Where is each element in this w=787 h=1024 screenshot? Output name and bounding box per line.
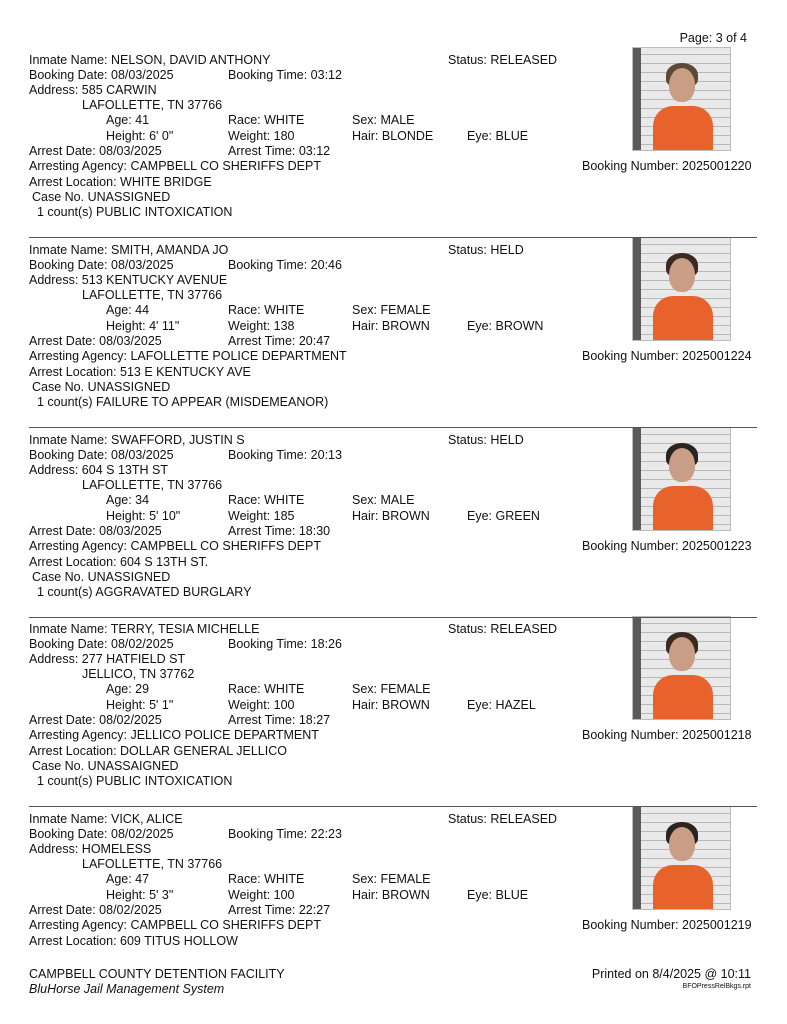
page-number: Page: 3 of 4 <box>679 31 747 45</box>
arresting-agency: Arresting Agency: CAMPBELL CO SHERIFFS DEPT <box>29 918 321 932</box>
arrest-time: Arrest Time: 18:27 <box>228 713 331 727</box>
inmate-name: Inmate Name: SWAFFORD, JUSTIN S <box>29 433 245 447</box>
facility-name: CAMPBELL COUNTY DETENTION FACILITY <box>29 967 285 981</box>
arrest-time: Arrest Time: 18:30 <box>228 524 331 538</box>
sex: Sex: FEMALE <box>352 303 431 317</box>
race: Race: WHITE <box>228 303 305 317</box>
height: Height: 5' 3" <box>106 888 174 902</box>
booking-record <box>29 622 757 807</box>
age: Age: 41 <box>106 113 150 127</box>
case-number: Case No. UNASSAIGNED <box>32 759 179 773</box>
city-state-zip: LAFOLLETTE, TN 37766 <box>82 288 223 302</box>
booking-number: Booking Number: 2025001218 <box>582 728 752 742</box>
arresting-agency: Arresting Agency: CAMPBELL CO SHERIFFS DEPT <box>29 539 321 553</box>
printed-timestamp: Printed on 8/4/2025 @ 10:11 <box>591 967 751 981</box>
inmate-name: Inmate Name: TERRY, TESIA MICHELLE <box>29 622 260 636</box>
race: Race: WHITE <box>228 872 305 886</box>
mugshot-photo <box>632 806 731 910</box>
inmate-name: Inmate Name: VICK, ALICE <box>29 812 183 826</box>
mugshot-photo <box>632 47 731 151</box>
record-separator <box>29 617 757 618</box>
city-state-zip: JELLICO, TN 37762 <box>82 667 195 681</box>
sex: Sex: FEMALE <box>352 872 431 886</box>
booking-time: Booking Time: 18:26 <box>228 637 342 651</box>
weight: Weight: 185 <box>228 509 295 523</box>
hair: Hair: BROWN <box>352 509 430 523</box>
arrest-date: Arrest Date: 08/02/2025 <box>29 903 162 917</box>
status: Status: RELEASED <box>448 622 558 636</box>
report-id: BFOPressRelBkgs.rpt <box>682 983 751 990</box>
booking-time: Booking Time: 20:46 <box>228 258 342 272</box>
eye-color: Eye: BROWN <box>467 319 544 333</box>
booking-date: Booking Date: 08/02/2025 <box>29 637 174 651</box>
booking-record <box>29 433 757 618</box>
city-state-zip: LAFOLLETTE, TN 37766 <box>82 857 223 871</box>
address-line: Address: 585 CARWIN <box>29 83 157 97</box>
weight: Weight: 180 <box>228 129 295 143</box>
address-line: Address: 604 S 13TH ST <box>29 463 168 477</box>
height: Height: 5' 10" <box>106 509 181 523</box>
arrest-time: Arrest Time: 03:12 <box>228 144 331 158</box>
status: Status: RELEASED <box>448 53 558 67</box>
address-line: Address: 277 HATFIELD ST <box>29 652 186 666</box>
eye-color: Eye: BLUE <box>467 129 529 143</box>
booking-time: Booking Time: 20:13 <box>228 448 342 462</box>
eye-color: Eye: GREEN <box>467 509 540 523</box>
weight: Weight: 100 <box>228 888 295 902</box>
mugshot-photo <box>632 427 731 531</box>
record-separator <box>29 806 757 807</box>
charge: 1 count(s) AGGRAVATED BURGLARY <box>37 585 252 599</box>
race: Race: WHITE <box>228 493 305 507</box>
sex: Sex: MALE <box>352 113 415 127</box>
arrest-date: Arrest Date: 08/02/2025 <box>29 713 162 727</box>
mugshot-photo <box>632 616 731 720</box>
inmate-name: Inmate Name: SMITH, AMANDA JO <box>29 243 229 257</box>
record-separator <box>29 427 757 428</box>
system-name: BluHorse Jail Management System <box>29 982 225 996</box>
hair: Hair: BROWN <box>352 888 430 902</box>
age: Age: 47 <box>106 872 150 886</box>
hair: Hair: BLONDE <box>352 129 434 143</box>
status: Status: HELD <box>448 243 524 257</box>
hair: Hair: BROWN <box>352 698 430 712</box>
arresting-agency: Arresting Agency: JELLICO POLICE DEPARTMENT <box>29 728 319 742</box>
status: Status: HELD <box>448 433 524 447</box>
address-line: Address: HOMELESS <box>29 842 152 856</box>
arrest-location: Arrest Location: WHITE BRIDGE <box>29 175 212 189</box>
height: Height: 6' 0" <box>106 129 174 143</box>
inmate-name: Inmate Name: NELSON, DAVID ANTHONY <box>29 53 271 67</box>
charge: 1 count(s) PUBLIC INTOXICATION <box>37 774 233 788</box>
race: Race: WHITE <box>228 113 305 127</box>
weight: Weight: 100 <box>228 698 295 712</box>
sex: Sex: MALE <box>352 493 415 507</box>
height: Height: 4' 11" <box>106 319 180 333</box>
age: Age: 34 <box>106 493 150 507</box>
booking-date: Booking Date: 08/03/2025 <box>29 448 174 462</box>
arresting-agency: Arresting Agency: CAMPBELL CO SHERIFFS DEPT <box>29 159 321 173</box>
booking-date: Booking Date: 08/02/2025 <box>29 827 174 841</box>
arrest-location: Arrest Location: DOLLAR GENERAL JELLICO <box>29 744 287 758</box>
booking-time: Booking Time: 03:12 <box>228 68 342 82</box>
booking-number: Booking Number: 2025001223 <box>582 539 752 553</box>
record-separator <box>29 237 757 238</box>
booking-number: Booking Number: 2025001224 <box>582 349 752 363</box>
status: Status: RELEASED <box>448 812 558 826</box>
sex: Sex: FEMALE <box>352 682 431 696</box>
age: Age: 44 <box>106 303 150 317</box>
case-number: Case No. UNASSIGNED <box>32 380 171 394</box>
booking-time: Booking Time: 22:23 <box>228 827 342 841</box>
age: Age: 29 <box>106 682 150 696</box>
booking-number: Booking Number: 2025001220 <box>582 159 752 173</box>
hair: Hair: BROWN <box>352 319 430 333</box>
arrest-location: Arrest Location: 604 S 13TH ST. <box>29 555 209 569</box>
booking-date: Booking Date: 08/03/2025 <box>29 68 174 82</box>
booking-number: Booking Number: 2025001219 <box>582 918 752 932</box>
eye-color: Eye: BLUE <box>467 888 529 902</box>
city-state-zip: LAFOLLETTE, TN 37766 <box>82 478 223 492</box>
arresting-agency: Arresting Agency: LAFOLLETTE POLICE DEPARTMENT <box>29 349 347 363</box>
address-line: Address: 513 KENTUCKY AVENUE <box>29 273 228 287</box>
arrest-location: Arrest Location: 513 E KENTUCKY AVE <box>29 365 251 379</box>
booking-record <box>29 243 757 428</box>
case-number: Case No. UNASSIGNED <box>32 190 171 204</box>
charge: 1 count(s) FAILURE TO APPEAR (MISDEMEANOR) <box>37 395 329 409</box>
arrest-date: Arrest Date: 08/03/2025 <box>29 524 162 538</box>
arrest-date: Arrest Date: 08/03/2025 <box>29 334 162 348</box>
arrest-time: Arrest Time: 20:47 <box>228 334 331 348</box>
weight: Weight: 138 <box>228 319 295 333</box>
eye-color: Eye: HAZEL <box>467 698 536 712</box>
charge: 1 count(s) PUBLIC INTOXICATION <box>37 205 233 219</box>
height: Height: 5' 1" <box>106 698 174 712</box>
race: Race: WHITE <box>228 682 305 696</box>
mugshot-photo <box>632 237 731 341</box>
case-number: Case No. UNASSIGNED <box>32 570 171 584</box>
city-state-zip: LAFOLLETTE, TN 37766 <box>82 98 223 112</box>
arrest-date: Arrest Date: 08/03/2025 <box>29 144 162 158</box>
booking-record <box>29 53 757 238</box>
booking-date: Booking Date: 08/03/2025 <box>29 258 174 272</box>
arrest-time: Arrest Time: 22:27 <box>228 903 331 917</box>
arrest-location: Arrest Location: 609 TITUS HOLLOW <box>29 934 238 948</box>
